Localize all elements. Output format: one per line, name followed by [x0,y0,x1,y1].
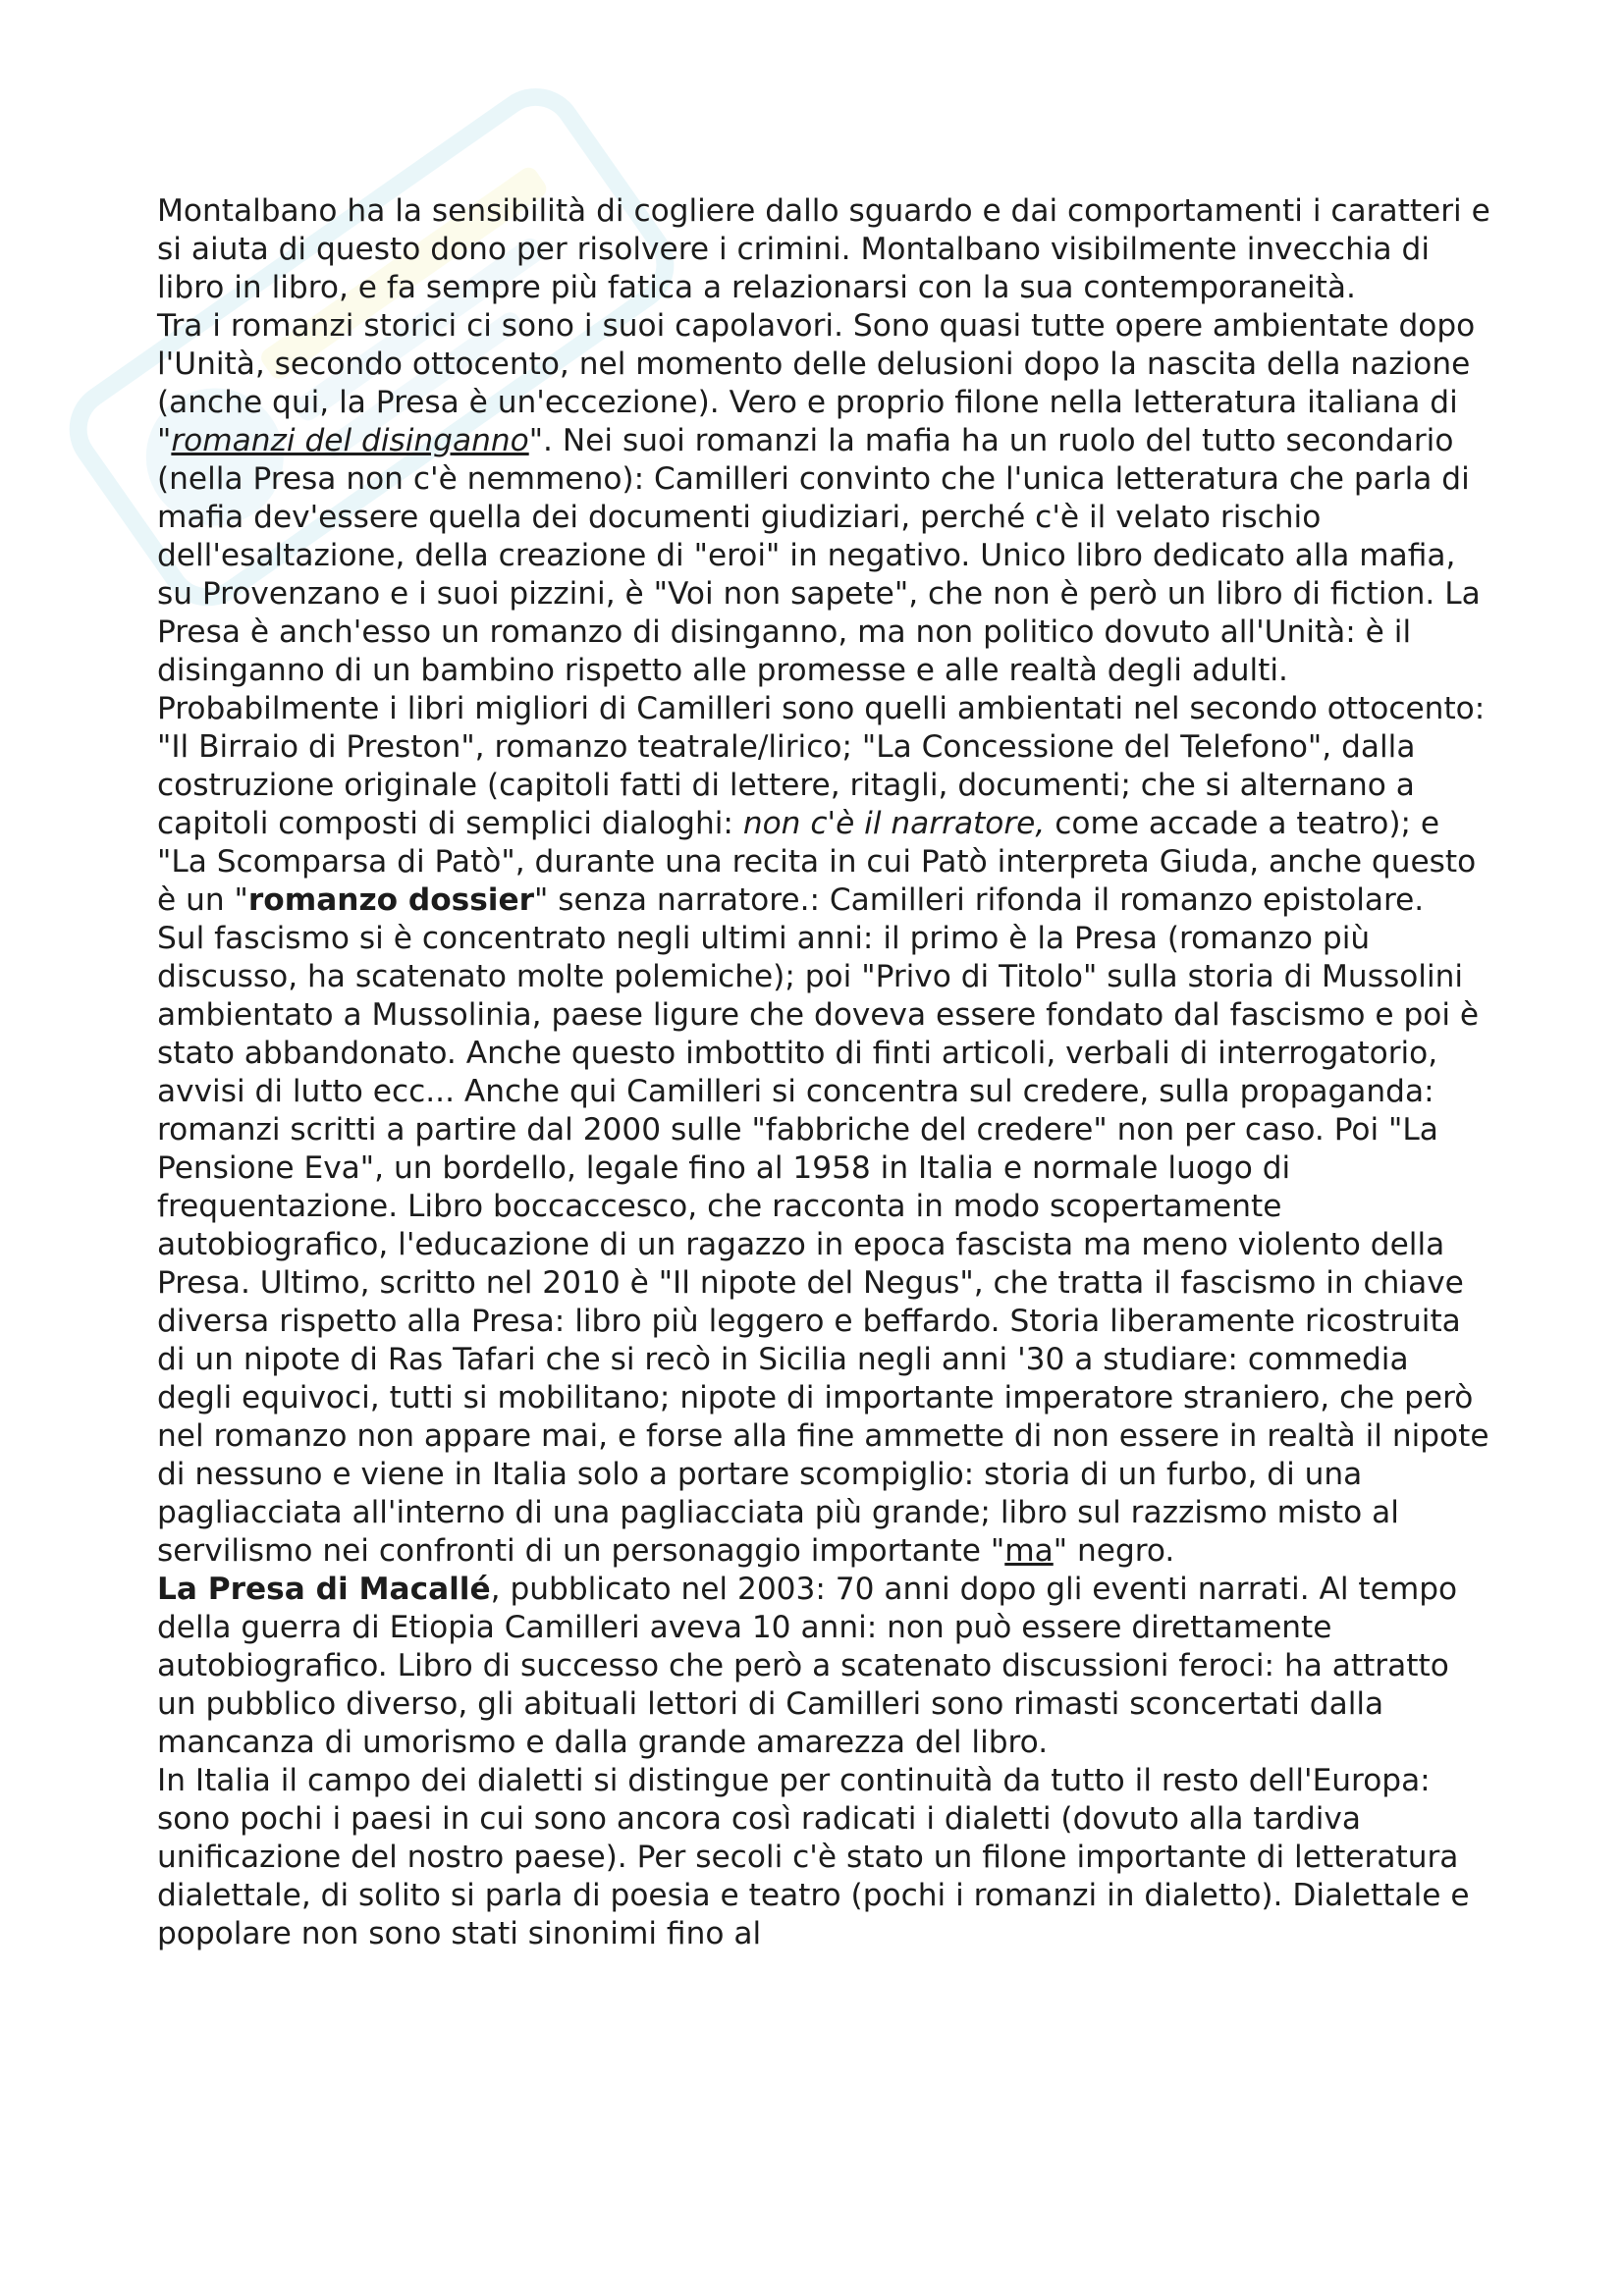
document-body [157,192,1492,1953]
bold-phrase: romanzo dossier [247,882,534,918]
text-run: Tra i romanzi storici ci sono i suoi capolavori. Sono quasi tutte opere ambientate dopo l'Unità, secondo ottocento, nel momento delle delusioni dopo la nascita della nazione (anche qui, la Presa è un'eccezione). Vero e proprio filone nella letteratura italiana di " [157,308,1476,458]
text-run: ". Nei suoi romanzi la mafia ha un ruolo del tutto secondario (nella Presa non c'è nemmeno): Camilleri convinto che l'unica letteratura che parla di mafia dev'essere quella dei documenti giudiziari, perché c'è il velato rischio dell'esaltazione, della creazione di "eroi" in negativo. Unico libro dedicato alla mafia, su Provenzano e i suoi pizzini, è "Voi non sapete", che non è però un libro di fiction. La Presa è anch'esso un romanzo di disinganno, ma non politico dovuto all'Unità: è il disinganno di un bambino rispetto alle promesse e alle realtà degli adulti. [157,423,1481,688]
bold-title: La Presa di Macallé [157,1572,491,1607]
text-run: Probabilmente i libri migliori di Camilleri sono quelli ambientati nel secondo ottocento: "Il Birraio di Preston", romanzo teatrale/lirico; "La Concessione del Telefono", dalla costruzione originale (capitoli fatti di lettere, ritagli, documenti; che si alternano a capitoli composti di semplici dialoghi: [157,691,1486,841]
text-run: come accade a teatro); e "La Scomparsa di Patò", durante una recita in cui Patò interpreta Giuda, anche questo è un " [157,806,1477,918]
text-run: , pubblicato nel 2003: 70 anni dopo gli eventi narrati. Al tempo della guerra di Etiopia Camilleri aveva 10 anni: non può essere direttamente autobiografico. Libro di successo che però a scatenato discussioni feroci: ha attratto un pubblico diverso, gli abituali lettori di Camilleri sono rimasti sconcertati dalla mancanza di umorismo e dalla grande amarezza del libro. [157,1572,1458,1760]
underlined-word: ma [1004,1533,1054,1569]
italic-phrase: non c'è il narratore, [742,806,1046,841]
text-run: In Italia il campo dei dialetti si distingue per continuità da tutto il resto dell'Europa: sono pochi i paesi in cui sono ancora così radicati i dialetti (dovuto alla tardiva unificazione del nostro paese). Per secoli c'è stato un filone importante di letteratura dialettale, di solito si parla di poesia e teatro (pochi i romanzi in dialetto). Dialettale e popolare non sono stati sinonimi fino al [157,1763,1470,1951]
italic-underlined-phrase: romanzi del disinganno [171,423,529,458]
paragraph [157,920,1492,1571]
paragraph [157,307,1492,690]
text-run: " negro. [1053,1533,1175,1569]
paragraph [157,690,1492,920]
text-run: Montalbano ha la sensibilità di cogliere dallo sguardo e dai comportamenti i caratteri e si aiuta di questo dono per risolvere i crimini. Montalbano visibilmente invecchia di libro in libro, e fa sempre più fatica a relazionarsi con la sua contemporaneità. [157,193,1490,305]
paragraph [157,1762,1492,1953]
paragraph [157,192,1492,307]
text-run: " senza narratore.: Camilleri rifonda il romanzo epistolare. [534,882,1425,918]
paragraph [157,1571,1492,1762]
text-run: Sul fascismo si è concentrato negli ultimi anni: il primo è la Presa (romanzo più discusso, ha scatenato molte polemiche); poi "Privo di Titolo" sulla storia di Mussolini ambientato a Mussolinia, paese ligure che doveva essere fondato dal fascismo e poi è stato abbandonato. Anche questo imbottito di finti articoli, verbali di interrogatorio, avvisi di lutto ecc... Anche qui Camilleri si concentra sul credere, sulla propaganda: romanzi scritti a partire dal 2000 sulle "fabbriche del credere" non per caso. Poi "La Pensione Eva", un bordello, legale fino al 1958 in Italia e normale luogo di frequentazione. Libro boccaccesco, che racconta in modo scopertamente autobiografico, l'educazione di un ragazzo in epoca fascista ma meno violento della Presa. Ultimo, scritto nel 2010 è "Il nipote del Negus", che tratta il fascismo in chiave diversa rispetto alla Presa: libro più leggero e beffardo. Storia liberamente ricostruita di un nipote di Ras Tafari che si recò in Sicilia negli anni '30 a studiare: commedia degli equivoci, tutti si mobilitano; nipote di importante imperatore straniero, che però nel romanzo non appare mai, e forse alla fine ammette di non essere in realtà il nipote di nessuno e viene in Italia solo a portare scompiglio: storia di un furbo, di una pagliacciata all'interno di una pagliacciata più grande; libro sul razzismo misto al servilismo nei confronti di un personaggio importante " [157,921,1489,1569]
